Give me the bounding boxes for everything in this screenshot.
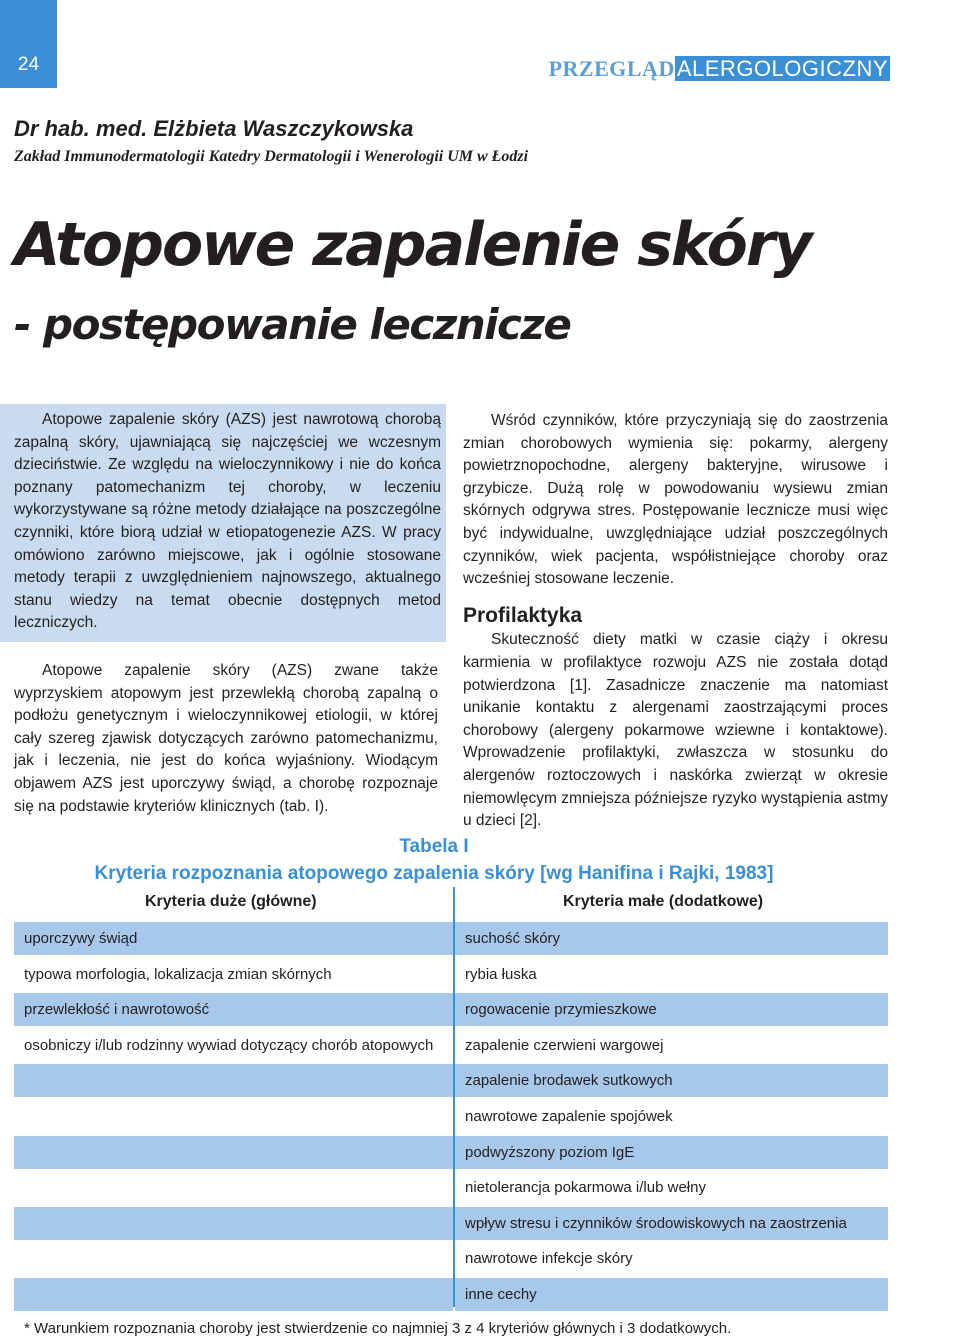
page-number: 24 [0,0,57,88]
minor-criterion: inne cechy [455,1278,888,1311]
journal-title-part1: PRZEGLĄD [548,56,675,81]
table-header [0,833,868,887]
minor-criterion: zapalenie czerwieni wargowej [455,1029,888,1062]
factors-paragraph: Wśród czynników, które przyczyniają się do zaostrzenia zmian chorobowych wymienia się: pokarmy, alergeny powietrznopochodne, alergeny bakteryjne, wirusowe i grzybicze. Dużą rolę w powodowaniu wysiewu zmian skórnych odgrywa stres. Postępowanie lecznicze musi więc być indywidualne, uwzględniające udział poszczególnych czynników, wiek pacjenta, współistniejące choroby oraz wcześniej stosowane leczenie. [463,412,888,588]
table-footnote: * Warunkiem rozpoznania choroby jest stwierdzenie co najmniej 3 z 4 kryteriów głównych i 3 dodatkowych. [24,1320,732,1337]
prevention-paragraph: Skuteczność diety matki w czasie ciąży i okresu karmienia w profilaktyce rozwoju AZS nie została dotąd potwierdzona [1]. Zasadnicze znaczenie ma natomiast unikanie kontaktu z alergenami zaostrzającymi proces chorobowy (alergeny pokarmowe wziewne i kontaktowe). Wprowadzenie profilaktyki, zwłaszcza w stosunku do alergenów roztoczowych i naskórka zwierząt w okresie niemowlęcym zmniejsza późniejsze ryzyko wystąpienia astmy u dzieci [2]. [463,631,888,830]
minor-criterion: nietolerancja pokarmowa i/lub wełny [455,1171,888,1204]
intro-paragraph: Atopowe zapalenie skóry (AZS) zwane także wyprzyskiem atopowym jest przewlekłą chorobą zapalną o podłożu genetycznym i wieloczynnikowej etiologii, w której cały szereg zjawisk dotyczących zarówno patomechanizmu, jak i leczenia, nie jest do końca wyjaśniony. Wiodącym objawem AZS jest uporczywy świąd, a chorobę rozpoznaje się na podstawie kryteriów klinicznych (tab. I). [14,662,438,815]
minor-criterion: zapalenie brodawek sutkowych [455,1064,888,1097]
table-caption: Kryteria rozpoznania atopowego zapalenia skóry [wg Hanifina i Rajki, 1983] [94,863,774,884]
author-affiliation: Zakład Immunodermatologii Katedry Dermatologii i Wenerologii UM w Łodzi [14,148,529,165]
journal-title-part2: ALERGOLOGICZNY [676,56,888,81]
author-name: Dr hab. med. Elżbieta Waszczykowska [14,116,414,141]
major-criterion [14,1100,453,1133]
major-criterion [14,1136,453,1169]
major-criterion [14,1171,453,1204]
minor-criterion: nawrotowe zapalenie spojówek [455,1100,888,1133]
major-criterion: osobniczy i/lub rodzinny wywiad dotyczący chorób atopowych [14,1029,453,1062]
major-criterion [14,1242,453,1275]
major-criterion [14,1207,453,1240]
major-criterion: uporczywy świąd [14,922,453,955]
minor-criterion: wpływ stresu i czynników środowiskowych na zaostrzenia [455,1207,888,1240]
major-criterion [14,1278,453,1311]
abstract-box [0,404,446,642]
left-column [14,660,438,818]
section-heading: Profilaktyka [463,603,583,627]
minor-criterion: podwyższony poziom IgE [455,1136,888,1169]
right-column [463,410,888,833]
abstract-text: Atopowe zapalenie skóry (AZS) jest nawrotową chorobą zapalną skóry, ujawniającą się najczęściej we wczesnym dzieciństwie. Ze względu na wieloczynnikowy i nie do końca poznany patomechanizm tej choroby, w leczeniu wykorzystywane są różne metody działające na poszczególne czynniki, które biorą udział w etiopatogenezie AZS. W pracy omówiono zarówno miejscowe, jak i ogólnie stosowane metody terapii z uwzględnieniem najnowszego, aktualnego stanu wiedzy na temat obecnie dostępnych metod leczniczych. [14,411,441,632]
major-criterion: przewlekłość i nawrotowość [14,993,453,1026]
minor-criterion: rogowacenie przymieszkowe [455,993,888,1026]
article-subtitle: - postępowanie lecznicze [14,300,571,349]
minor-criterion: nawrotowe infekcje skóry [455,1242,888,1275]
table-divider [453,887,455,1307]
minor-criterion: rybia łuska [455,958,888,991]
minor-criteria-header: Kryteria małe (dodatkowe) [563,893,764,910]
major-criteria-header: Kryteria duże (główne) [145,893,317,910]
journal-title [549,56,890,82]
major-criterion [14,1064,453,1097]
table-label: Tabela I [399,836,469,857]
major-criterion: typowa morfologia, lokalizacja zmian skórnych [14,958,453,991]
minor-criterion: suchość skóry [455,922,888,955]
article-title: Atopowe zapalenie skóry [14,210,811,280]
